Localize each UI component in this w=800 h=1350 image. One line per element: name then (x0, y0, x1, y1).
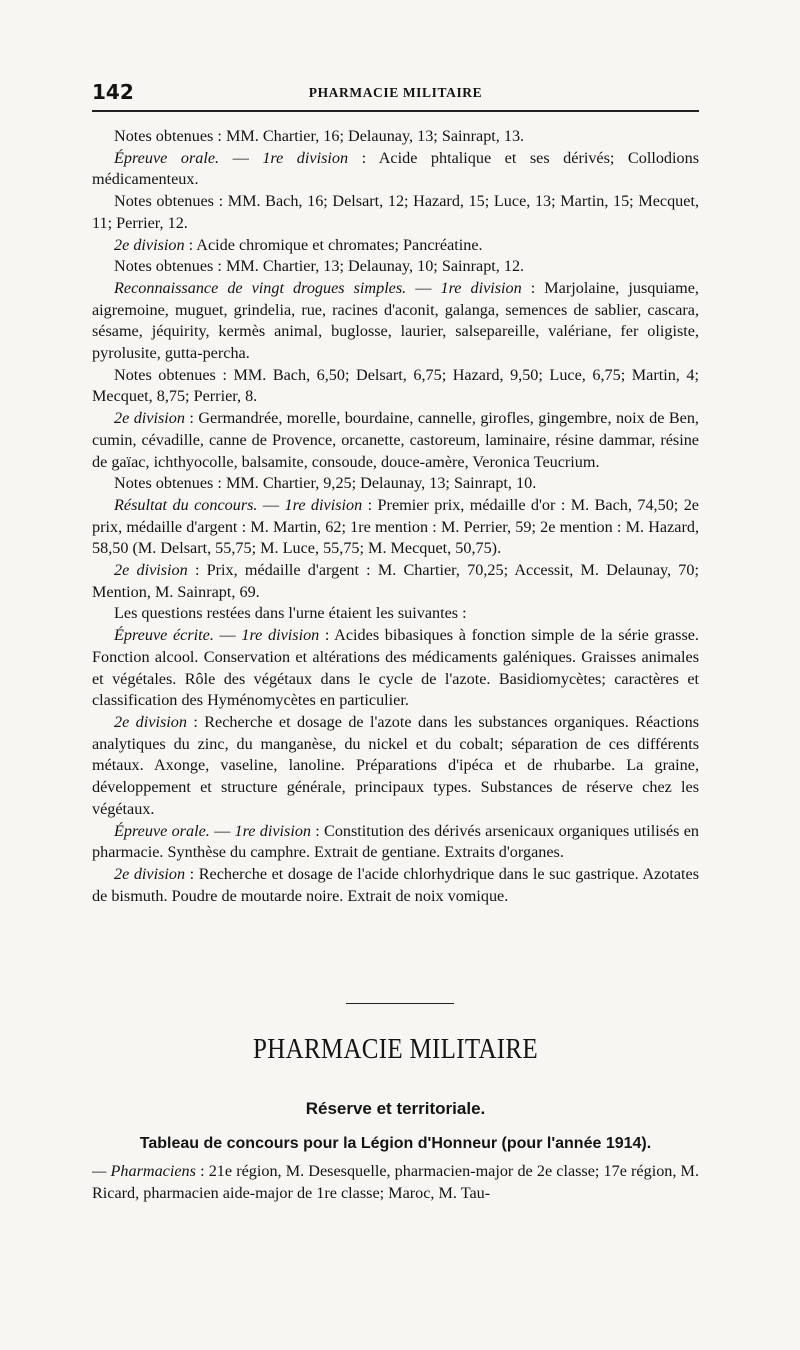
paragraph-text: : Germandrée, morelle, bourdaine, cannelle, girofles, gingembre, noix de Ben, cumin, cévadille, canne de Provence, orcanette, castoreum, laminaire, résine dammar, résine de gaïac, ichthyocolle, balsamite, consoude, douce-amère, Veronica Teucrium. (92, 409, 699, 471)
division-label: 1re division (262, 148, 349, 167)
paragraph (92, 560, 699, 603)
paragraph: Notes obtenues : MM. Bach, 16; Delsart, 12; Hazard, 15; Luce, 13; Martin, 15; Mecquet, 11; Perrier, 12. (92, 192, 699, 232)
paragraph: Notes obtenues : MM. Bach, 6,50; Delsart, 6,75; Hazard, 9,50; Luce, 6,75; Martin, 4; Mecquet, 8,75; Perrier, 8. (92, 365, 699, 406)
paragraph (92, 235, 699, 257)
division-label: 2e division (114, 235, 185, 254)
page-number: 142 (92, 80, 134, 104)
dash: — (213, 626, 242, 645)
section-text (92, 1160, 699, 1204)
paragraph-text: : Constitution des dérivés arsenicaux organiques utilisés en pharmacie. Synthèse du camphre. Extrait de gentiane. Extraits d'organes. (92, 821, 700, 862)
paragraph (92, 864, 699, 907)
paragraph-text: : 21e région, M. Desesquelle, pharmacien-major de 2e classe; 17e région, M. Ricard, pharmacien aide-major de 1re classe; Maroc, M. Tau- (92, 1162, 700, 1202)
paragraph-text: : Acide phtalique et ses dérivés; Collodions médicamenteux. (92, 148, 699, 189)
division-label: 2e division (114, 561, 188, 580)
division-label: 1re division (241, 626, 320, 645)
paragraph (92, 712, 699, 821)
dash: — (406, 278, 441, 297)
paragraph-text: : Recherche et dosage de l'azote dans les substances organiques. Réactions analytiques du zinc, du manganèse, du nickel et du cobalt; séparation de ces différents métaux. Axonge, vaseline, lanoline. Préparations d'ipéca et de rhubarbe. La graine, développement et structure générale, principaux types. Substances de réserve chez les végétaux. (92, 712, 699, 818)
table-title: Tableau de concours pour la Légion d'Honneur (pour l'année 1914). (139, 1135, 652, 1152)
section-title: PHARMACIE MILITAIRE (253, 1034, 538, 1065)
paragraph-text: : Marjolaine, jusquiame, aigremoine, muguet, grindelia, rue, racines d'aconit, galanga, semences de sablier, cascara, sésame, jéquirity, kermès animal, buglosse, laurier, salsepareille, valériane, fer oligiste, pyrolusite, gutta-percha. (92, 278, 699, 363)
italic-heading: Résultat du concours. (114, 495, 258, 514)
paragraph: Notes obtenues : MM. Chartier, 13; Delaunay, 10; Sainrapt, 12. (114, 257, 525, 276)
division-label: 2e division (114, 864, 186, 883)
dash: — (257, 495, 285, 514)
paragraph-text: : Premier prix, médaille d'or : M. Bach, 74,50; 2e prix, médaille d'argent : M. Martin, 62; 1re mention : M. Perrier, 59; 2e mention : M. Hazard, 58,50 (M. Delsart, 55,75; M. Luce, 55,75; M. Mecquet, 50,75). (92, 495, 699, 558)
paragraph (92, 495, 699, 560)
subsection-title: Réserve et territoriale. (305, 1099, 486, 1118)
page-header (92, 80, 699, 112)
paragraph: Notes obtenues : MM. Chartier, 16; Delaunay, 13; Sainrapt, 13. (114, 127, 525, 145)
paragraph: Les questions restées dans l'urne étaient les suivantes : (114, 604, 467, 623)
division-label: 1re division (234, 821, 312, 840)
paragraph-text: : Recherche et dosage de l'acide chlorhydrique dans le suc gastrique. Azotates de bismuth. Poudre de moutarde noire. Extrait de noix vomique. (92, 864, 699, 905)
italic-heading: Épreuve écrite. (114, 626, 214, 645)
section-divider (346, 1003, 454, 1004)
body-text (92, 126, 699, 907)
italic-heading: Épreuve orale. (114, 148, 220, 167)
italic-heading: Reconnaissance de vingt drogues simples. (114, 278, 407, 297)
paragraph-text: : Prix, médaille d'argent : M. Chartier, 70,25; Accessit, M. Delaunay, 70; Mention, M. Sainrapt, 69. (92, 561, 699, 601)
dash: — (219, 148, 263, 167)
paragraph-text: : Acides bibasiques à fonction simple de la série grasse. Fonction alcool. Conservation et altérations des médicaments galéniques. Graisses animales et végétales. Rôle des végétaux dans le cycle de l'azote. Basidiomycètes; caractères et classification des Hyménomycètes en particulier. (92, 626, 699, 710)
paragraph (92, 278, 699, 365)
paragraph (92, 625, 699, 712)
running-title: PHARMACIE MILITAIRE (308, 85, 483, 100)
dash: — (209, 821, 235, 840)
division-label: 2e division (114, 712, 187, 731)
paragraph-text: : Acide chromique et chromates; Pancréatine. (184, 235, 483, 254)
division-label: 2e division (114, 409, 185, 428)
paragraph (92, 408, 699, 473)
paragraph (92, 821, 699, 864)
paragraph: Notes obtenues : MM. Chartier, 9,25; Delaunay, 13; Sainrapt, 10. (114, 474, 537, 493)
division-label: 1re division (440, 278, 522, 297)
italic-heading: — Pharmaciens (92, 1162, 196, 1180)
paragraph (92, 1160, 699, 1204)
division-label: 1re division (284, 495, 363, 514)
italic-heading: Épreuve orale. (114, 821, 210, 840)
paragraph (92, 148, 699, 191)
